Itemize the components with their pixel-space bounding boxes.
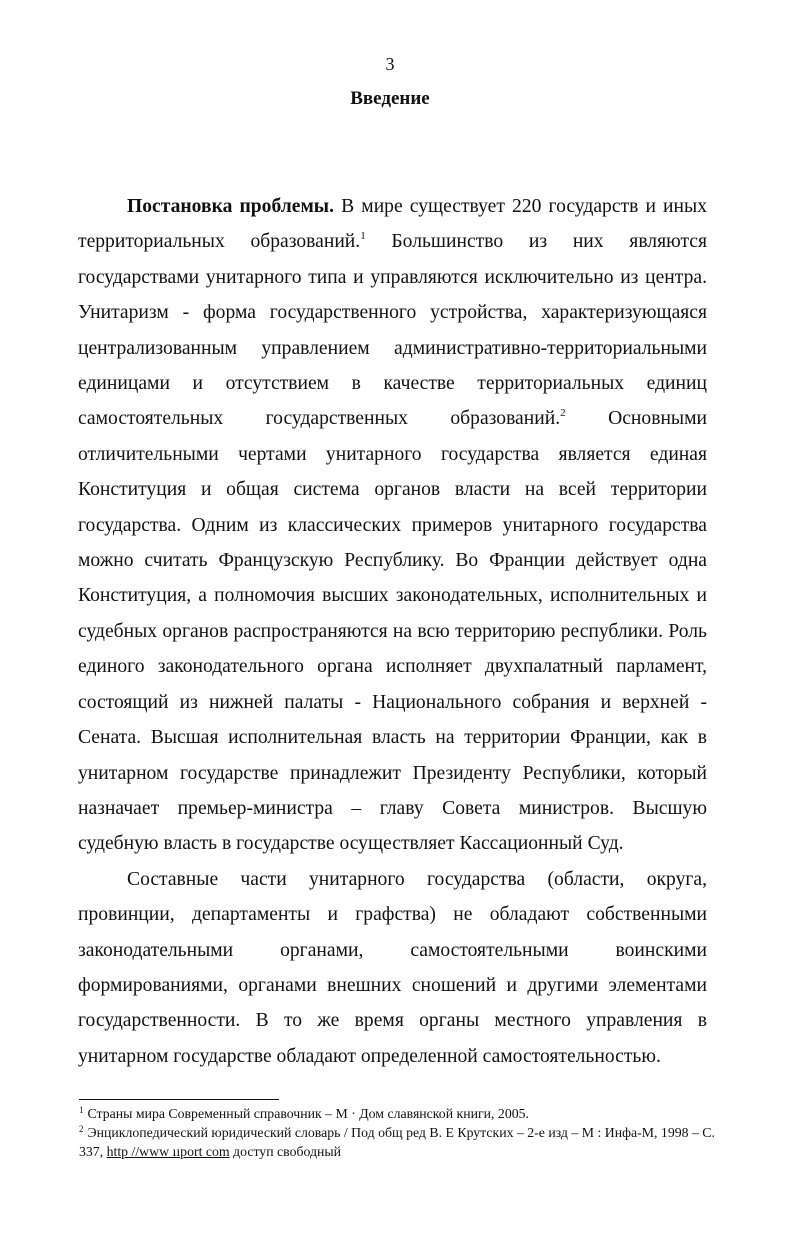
paragraph-components: Составные части унитарного государства (области, округа, провинции, департаменты и графства) не обладают собственными законодательными органами, самостоятельными воинскими формированиями, органами внешних сношений и другими элементами государственности. В то же время органы местного управления в унитарном государстве обладают определенной самостоятельностью.	[78, 868, 707, 1067]
paragraph-lead: Постановка проблемы.	[127, 196, 334, 217]
footnote-mark: 1	[79, 1105, 84, 1115]
footnote-2	[79, 1123, 719, 1161]
footnote-mark: 2	[79, 1124, 84, 1134]
footnote-reference-2[interactable]: 2	[560, 407, 566, 420]
paragraph-sentence: Основными отличительными чертами унитарного государства является единая Конституция и общая система органов власти на всей территории государства. Одним из классических примеров унитарного государства можно считать Французскую Республику. Во Франции действует одна Конституция, а полномочия высших законодательных, исполнительных и судебных органов распространяются на всю территорию республики. Роль единого законодательного органа исполняет двухпалатный парламент, состоящий из нижней палаты - Национального собрания и верхней - Сената. Высшая исполнительная власть на территории Франции, как в унитарном государстве принадлежит Президенту Республики, который назначает премьер-министра – главу Совета министров. Высшую судебную власть в государстве осуществляет Кассационный Суд.	[78, 408, 707, 855]
footnotes	[79, 1104, 719, 1161]
page-title: Введение	[350, 88, 430, 109]
footnote-divider	[79, 1099, 279, 1100]
body-text	[78, 189, 707, 1074]
paragraph-problem-statement	[78, 189, 707, 862]
footnote-reference-1[interactable]: 1	[360, 230, 366, 243]
footnote-link[interactable]: http //www ııport com	[106, 1144, 230, 1159]
page-number: 3	[385, 54, 395, 74]
footnote-1	[79, 1104, 719, 1123]
paragraph-sentence: В мире существует 220 государств и иных территориальных образований.	[78, 196, 707, 253]
footnote-text: Энциклопедический юридический словарь / Под общ ред В. Е Крутских – 2-е изд – М : Инфа-М, 1998 – С. 337,	[79, 1125, 715, 1159]
footnote-text-tail: доступ свободный	[229, 1144, 342, 1159]
paragraph-sentence: Большинство из них являются государствами унитарного типа и управляются исключительно из центра. Унитаризм - форма государственного устройства, характеризующаяся централизованным управлением административно-территориальными единицами и отсутствием в качестве территориальных единиц самостоятельных государственных образований.	[78, 231, 707, 430]
footnote-text: Страны мира Современный справочник – М · Дом славянской книги, 2005.	[87, 1106, 529, 1121]
